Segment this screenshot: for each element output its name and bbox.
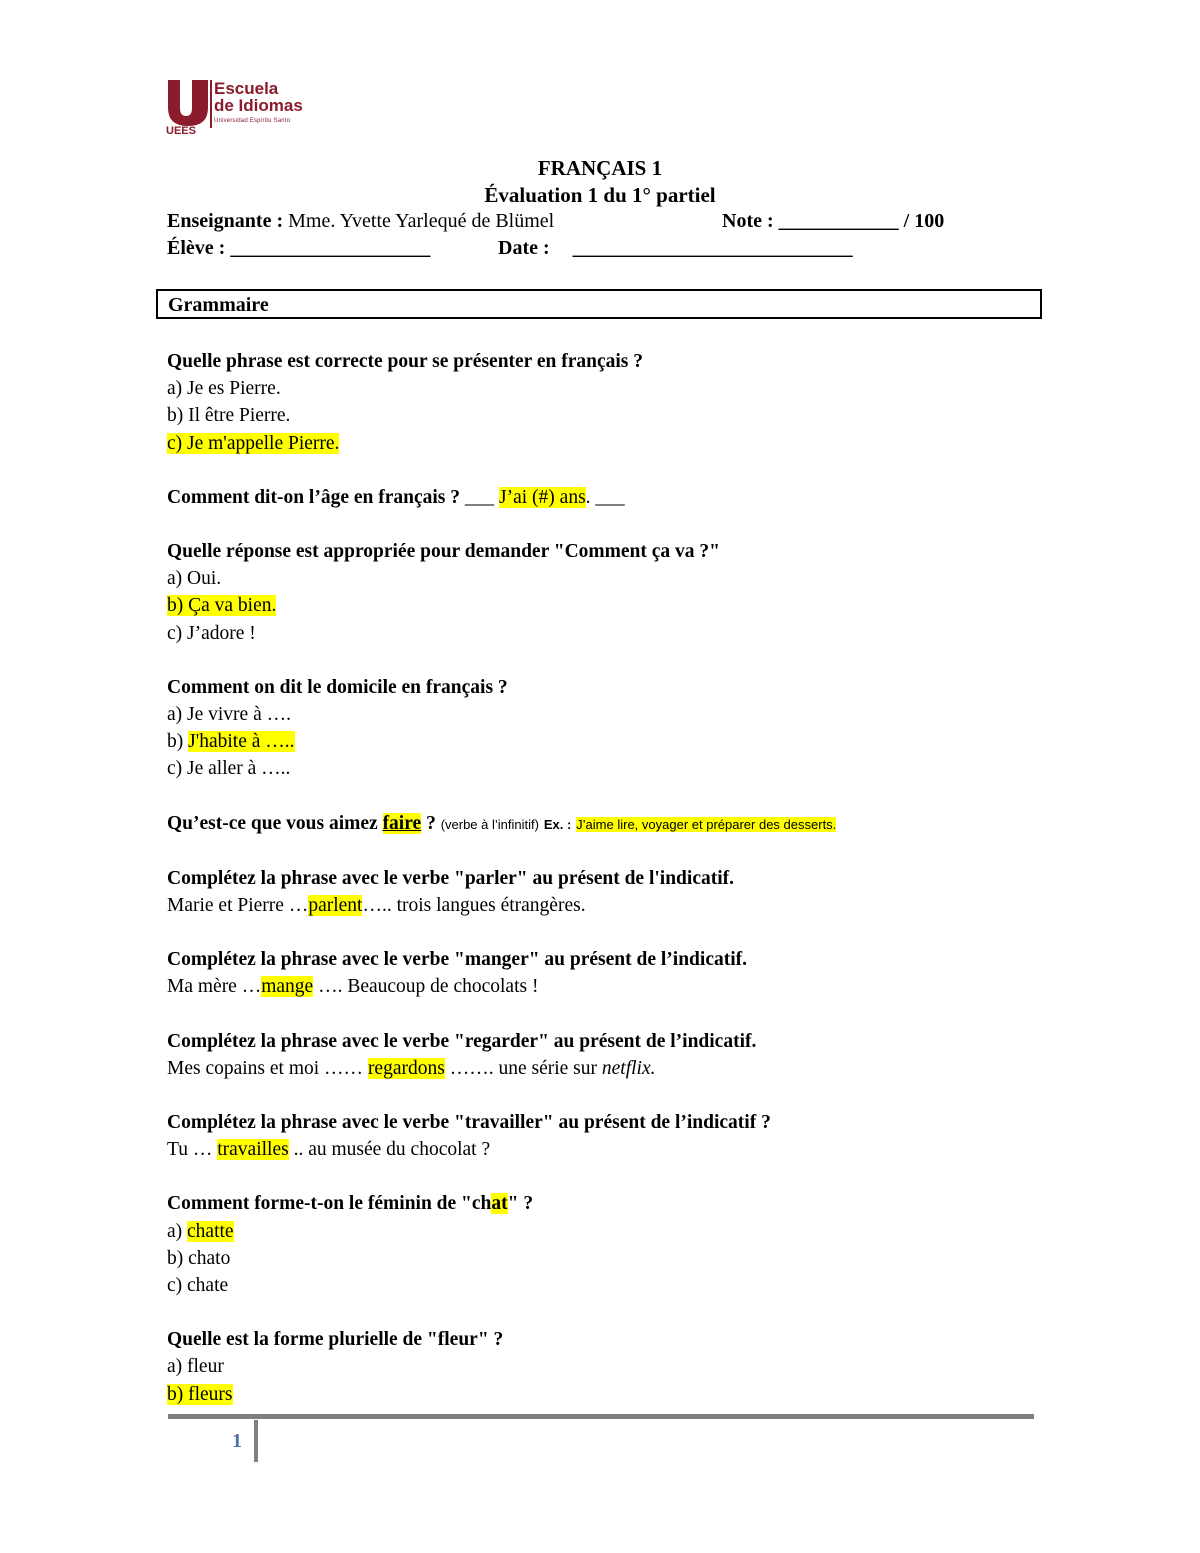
q7-sentence (167, 973, 1047, 1000)
q11-question: Quelle est la forme plurielle de "fleur" ? (167, 1329, 504, 1351)
student-label: Élève : (167, 237, 226, 259)
q4-option-b-prefix: b) (167, 731, 189, 753)
document-subtitle: Évaluation 1 du 1° partiel (484, 183, 716, 207)
q1-option-c: c) Je m'appelle Pierre. (167, 432, 340, 454)
document-title: FRANÇAIS 1 (537, 156, 663, 180)
q10-option-a-answer: chatte (187, 1220, 234, 1242)
q6-answer: parlent (308, 895, 363, 917)
q4-question: Comment on dit le domicile en français ? (167, 676, 508, 698)
q8-question: Complétez la phrase avec le verbe "regarder" au présent de l’indicatif. (167, 1030, 757, 1052)
q9-after: .. au musée du chocolat ? (288, 1139, 491, 1161)
teacher-name: Mme. Yvette Yarlequé de Blümel (288, 210, 555, 232)
q9-before: Tu … (167, 1139, 218, 1161)
q5-keyword: faire (382, 812, 422, 834)
q2-blank-2: ___ (595, 486, 625, 508)
q7-answer: mange (261, 976, 314, 998)
q8-before: Mes copains et moi …… (167, 1057, 368, 1079)
q3-question: Quelle réponse est appropriée pour demander "Comment ça va ?" (167, 541, 720, 563)
q3-option-a: a) Oui. (167, 568, 222, 590)
questions (167, 348, 1047, 1408)
q5-question-end: ? (426, 812, 436, 834)
q6-before: Marie et Pierre … (167, 895, 309, 917)
q10-option-b: b) chato (167, 1247, 231, 1269)
q10-question-end: " ? (507, 1193, 534, 1215)
note-line (722, 210, 944, 233)
q9-answer: travailles (217, 1139, 289, 1161)
logo-acronym: UEES (166, 125, 196, 137)
q10-option-c: c) chate (167, 1275, 229, 1297)
q11-option-b: b) fleurs (167, 1383, 233, 1405)
q10-option-a (167, 1218, 1047, 1245)
q8-sentence (167, 1055, 1047, 1082)
q9-question: Complétez la phrase avec le verbe "travailler" au présent de l’indicatif ? (167, 1112, 771, 1134)
q2 (167, 484, 1047, 511)
date-blank[interactable]: ____________________________ (572, 237, 853, 259)
q10-question (167, 1190, 1047, 1217)
date-label: Date : (498, 237, 550, 259)
q4-option-c: c) Je aller à ….. (167, 758, 291, 780)
logo-subtitle: Universidad Espíritu Santo (214, 118, 291, 124)
note-label: Note : (722, 210, 774, 232)
footer-divider (254, 1420, 258, 1462)
note-total: / 100 (903, 210, 945, 232)
q10-question-start: Comment forme-t-on le féminin de "ch (167, 1193, 492, 1215)
note-blank[interactable]: ____________ (778, 210, 899, 232)
q3-option-c: c) J’adore ! (167, 622, 256, 644)
section-title: Grammaire (168, 294, 269, 316)
page-number: 1 (232, 1430, 242, 1452)
q5 (167, 810, 1047, 838)
q4-option-b-answer: J'habite à ….. (188, 731, 295, 753)
logo-line-1: Escuela (214, 79, 279, 98)
q2-question: Comment dit-on l’âge en français ? (167, 486, 461, 508)
q2-blank-1: ___ (464, 486, 495, 508)
q11-option-a: a) fleur (167, 1356, 224, 1378)
q5-question-start: Qu’est-ce que vous aimez (167, 812, 378, 834)
date-line (498, 237, 853, 260)
q1-option-b: b) Il être Pierre. (167, 405, 291, 427)
q8-answer: regardons (367, 1057, 445, 1079)
q10-highlight: at (491, 1193, 508, 1215)
teacher-line (167, 210, 554, 233)
q10-option-a-prefix: a) (167, 1220, 188, 1242)
teacher-label: Enseignante : (167, 210, 284, 232)
q1-question: Quelle phrase est correcte pour se présenter en français ? (167, 351, 644, 372)
q7-after: …. Beaucoup de chocolats ! (313, 976, 539, 998)
q8-after: ……. une série sur (444, 1057, 602, 1079)
q2-answer: J’ai (#) ans (499, 486, 586, 508)
student-line (167, 237, 430, 260)
q8-italic: netflix. (601, 1057, 656, 1079)
q2-after: . (585, 486, 591, 508)
q7-question: Complétez la phrase avec le verbe "manger" au présent de l’indicatif. (167, 949, 748, 971)
q5-hint: (verbe à l’infinitif) (440, 816, 539, 832)
q4-option-a: a) Je vivre à …. (167, 704, 291, 726)
q3-option-b: b) Ça va bien. (167, 595, 277, 617)
q6-question: Complétez la phrase avec le verbe "parler" au présent de l'indicatif. (167, 867, 735, 889)
q5-example: J’aime lire, voyager et préparer des desserts. (576, 816, 837, 832)
school-logo (166, 78, 326, 138)
q4-option-b (167, 728, 1047, 755)
section-header (156, 289, 1042, 319)
q6-after: ….. trois langues étrangères. (362, 895, 586, 917)
q1-option-a: a) Je es Pierre. (167, 378, 281, 400)
q9-sentence (167, 1136, 1047, 1163)
student-blank[interactable]: ____________________ (230, 237, 431, 259)
footer-rule (168, 1414, 1034, 1419)
q6-sentence (167, 892, 1047, 919)
logo-line-2: de Idiomas (214, 96, 303, 115)
q7-before: Ma mère … (167, 976, 262, 998)
q5-ex-label: Ex. : (543, 816, 572, 832)
